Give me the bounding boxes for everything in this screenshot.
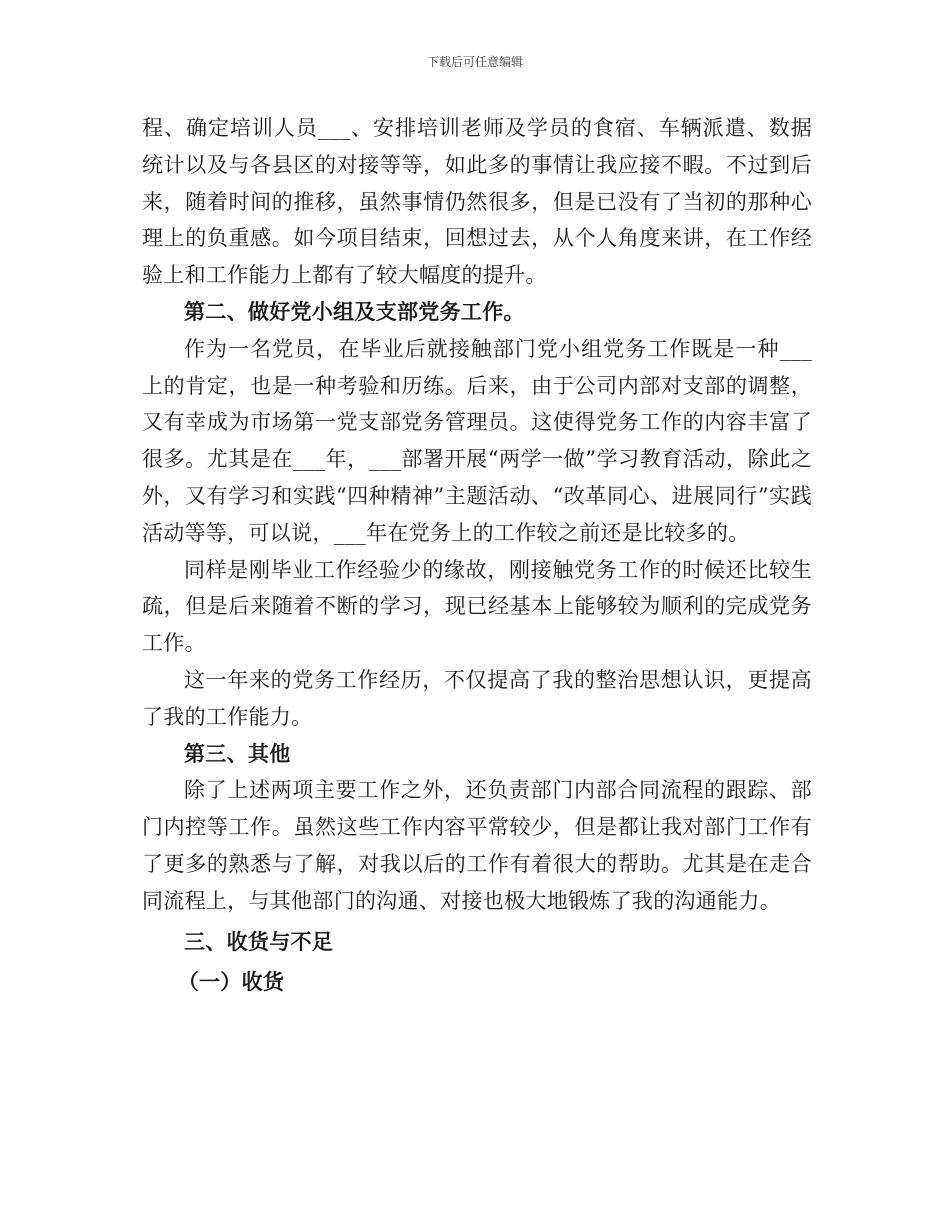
paragraph-party-3: 这一年来的党务工作经历，不仅提高了我的整治思想认识，更提高了我的工作能力。	[142, 667, 812, 729]
paragraph-party-2: 同样是刚毕业工作经验少的缘故，刚接触党务工作的时候还比较生疏，但是后来随着不断的学习，现已经基本上能够较为顺利的完成党务工作。	[142, 557, 812, 656]
document-body	[142, 110, 812, 1001]
paragraph-intro: 程、确定培训人员___、安排培训老师及学员的食宿、车辆派遣、数据统计以及与各县区的对接等等，如此多的事情让我应接不暇。不过到后来，随着时间的推移，虽然事情仍然很多，但是已没有了当初的那种心理上的负重感。如今项目结束，回想过去，从个人角度来讲，在工作经验上和工作能力上都有了较大幅度的提升。	[142, 116, 812, 288]
paragraph-party-1: 作为一名党员，在毕业后就接触部门党小组党务工作既是一种___上的肯定，也是一种考验和历练。后来，由于公司内部对支部的调整，又有幸成为市场第一党支部党务管理员。这使得党务工作的内容丰富了很多。尤其是在___年，___部署开展“两学一做”学习教育活动，除此之外，又有学习和实践“四种精神”主题活动、“改革同心、进展同行”实践活动等等，可以说，___年在党务上的工作较之前还是比较多的。	[142, 336, 812, 545]
heading-other: 第三、其他	[184, 741, 291, 766]
heading-subsection-gains: （一）收货	[177, 970, 285, 995]
heading-section-3: 三、收货与不足	[184, 929, 334, 954]
page-header: 下载后可任意编辑	[426, 55, 523, 69]
paragraph-other: 除了上述两项主要工作之外，还负责部门内部合同流程的跟踪、部门内控等工作。虽然这些工作内容平常较少，但是都让我对部门工作有了更多的熟悉与了解，对我以后的工作有着很大的帮助。尤其是在走合同流程上，与其他部门的沟通、对接也极大地锻炼了我的沟通能力。	[142, 778, 812, 913]
heading-party-work: 第二、做好党小组及支部党务工作。	[184, 299, 525, 324]
